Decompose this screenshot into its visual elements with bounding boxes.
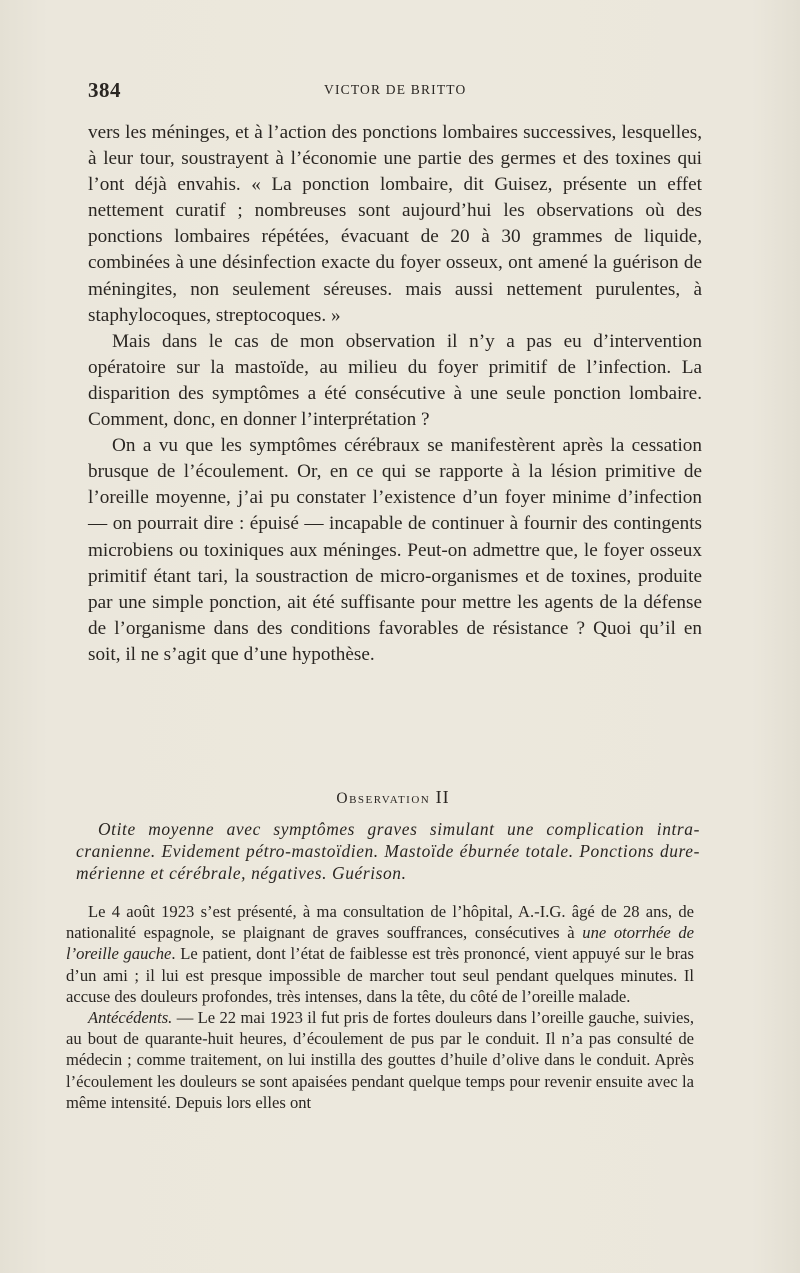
text-run: Le 4 août 1923 s’est présenté, à ma consultation de l’hôpital, A.-I.G. âgé de 28 ans, de nationalité espagnole, se plaignant de graves souffrances, consécutives à [66,902,694,943]
text-run-italic: Antécédents. [88,1008,173,1028]
running-head: VICTOR DE BRITTO [324,82,467,97]
subtitle-text: Otite moyenne avec symptômes graves simulant une complication intra-cranienne. Evidement pétro-mastoïdien. Mastoïde éburnée totale. Ponctions dure-mérienne et cérébrale, négatives. Guérison. [76,819,700,883]
text-run: . Le patient, dont l’état de faiblesse est très prononcé, vient appuyé sur le bras d’un ami ; il lui est presque impossible de marcher tout seul pendant quelques minutes. Il accuse des douleurs profondes, très intenses, dans la tête, du côté de l’oreille malade. [66,944,694,1006]
paragraph [66,901,694,1007]
page-header [88,78,700,102]
text-run: — Le 22 mai 1923 il fut pris de fortes douleurs dans l’oreille gauche, suivies, au bout de quarante-huit heures, d’écoulement de pus par le conduit. Il n’a pas consulté de médecin ; comme traitement, on lui instilla des gouttes d’huile d’olive dans le conduit. Après l’écoulement les douleurs se sont apaisées pendant quelque temps pour revenir ensuite avec la même intensité. Depuis lors elles ont [66,1008,694,1112]
main-text [88,120,702,668]
paragraph: Mais dans le cas de mon observation il n’y a pas eu d’intervention opératoire sur la mastoïde, au milieu du foyer primitif de l’infection. La disparition des symptômes a été consécutive à une seule ponction lombaire. Comment, donc, en donner l’interprétation ? [88,330,702,431]
text-run-italic: une otorrhée de l’oreille gauche [66,923,695,964]
section-title-numeral: II [435,787,450,807]
page-number: 384 [88,78,121,102]
paragraph: vers les méninges, et à l’action des ponctions lombaires successives, lesquelles, à leur tour, soustrayent à l’économie une partie des germes et des toxines qui l’ont déjà envahis. « La ponction lombaire, dit Guisez, présente un effet nettement curatif ; nombreuses sont aujourd’hui les observations où des ponctions lombaires répétées, évacuant de 20 à 30 grammes de liquide, combinées à une désinfection exacte du foyer osseux, ont amené la guérison de méningites, non seulement séreuses. mais aussi nettement purulentes, à staphylocoques, streptocoques. » [88,122,702,326]
section-title [0,787,786,808]
section-subtitle [76,818,700,884]
section-title-label: Observation [336,790,431,807]
case-report [66,901,694,1113]
paragraph [66,1007,694,1113]
paragraph: On a vu que les symptômes cérébraux se manifestèrent après la cessation brusque de l’écoulement. Or, en ce qui se rapporte à la lésion primitive de l’oreille moyenne, j’ai pu constater l’existence d’un foyer minime d’infection — on pourrait dire : épuisé — incapable de continuer à fournir des contingents microbiens ou toxiniques aux méninges. Peut-on admettre que, le foyer osseux primitif étant tari, la soustraction de micro-organismes et de toxines, produite par une simple ponction, ait été suffisante pour mettre les agents de la défense de l’organisme dans des conditions favorables de résistance ? Quoi qu’il en soit, il ne s’agit que d’une hypothèse. [88,435,702,665]
